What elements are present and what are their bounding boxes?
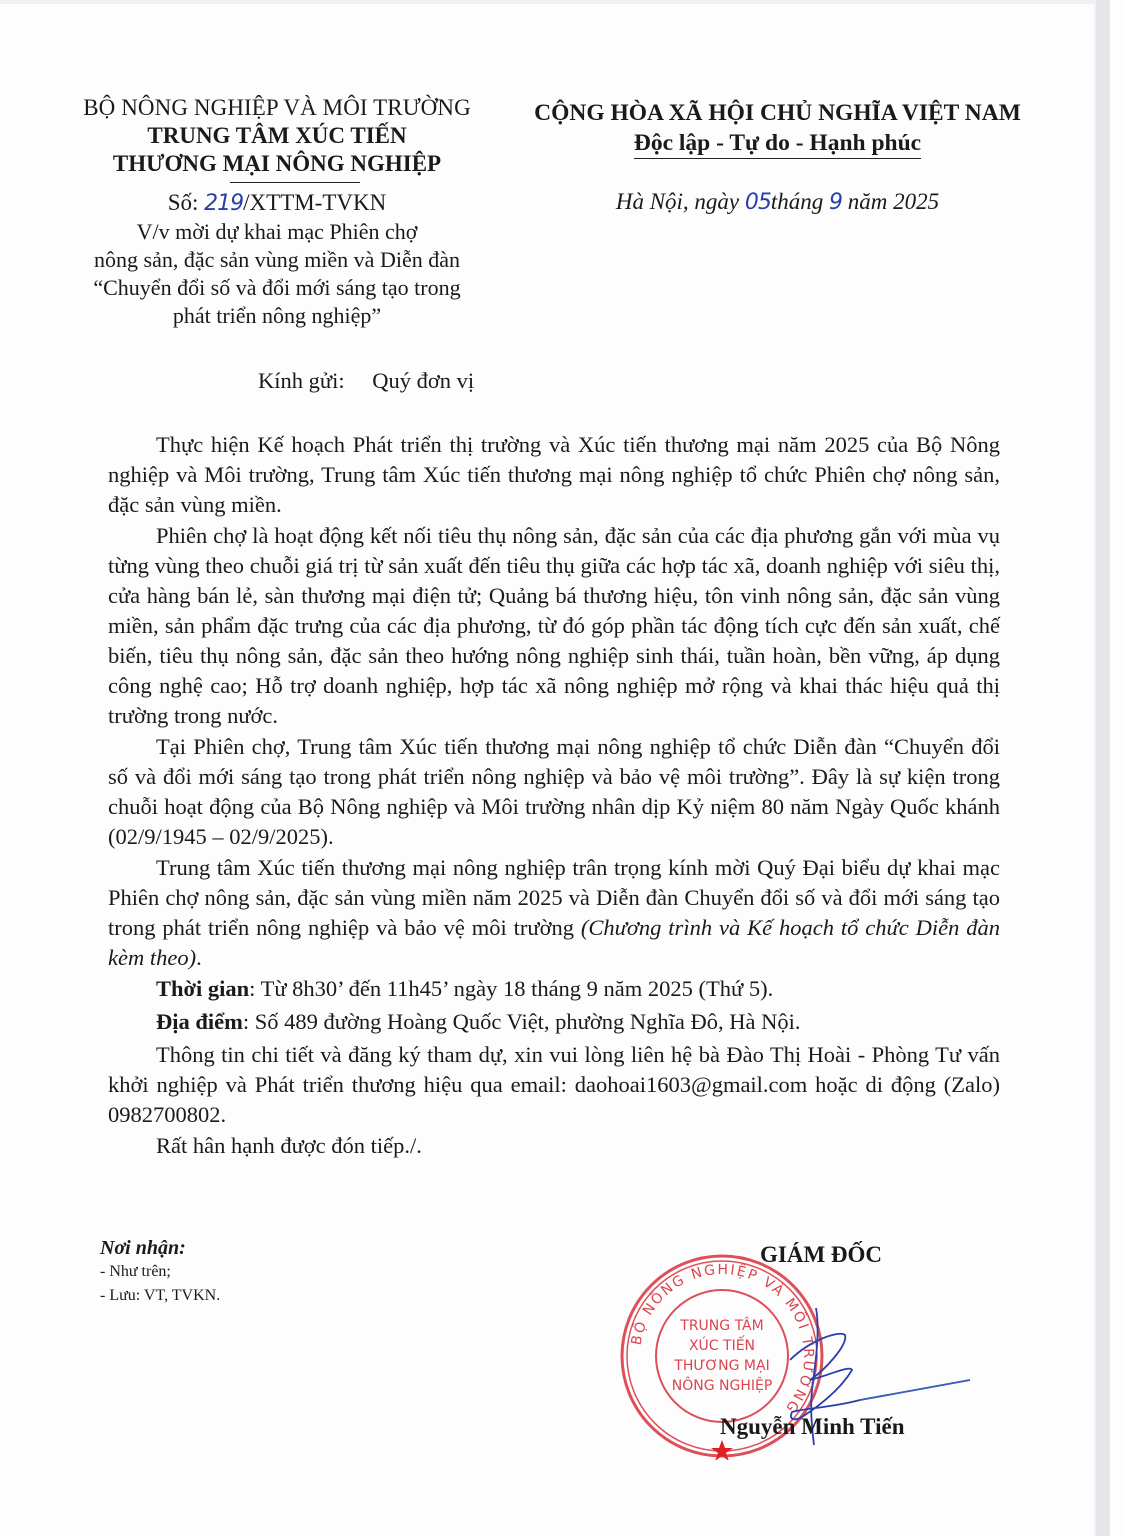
stamp-inner-line: TRUNG TÂM [680, 1318, 764, 1334]
national-header [505, 98, 1050, 215]
date-month-label: tháng [770, 189, 830, 214]
paragraph: Tại Phiên chợ, Trung tâm Xúc tiến thương mại nông nghiệp tổ chức Diễn đàn “Chuyển đổi số và đổi mới sáng tạo trong phát triển nông nghiệp và bảo vệ môi trường”. Đây là sự kiện trong chuỗi hoạt động của Bộ Nông nghiệp và Môi trường nhân dịp Kỷ niệm 80 năm Ngày Quốc khánh (02/9/1945 – 02/9/2025). [108, 734, 1000, 849]
ministry-name: BỘ NÔNG NGHIỆP VÀ MÔI TRƯỜNG [83, 95, 471, 120]
subject-line: phát triển nông nghiệp” [172, 303, 382, 328]
paragraph: Thực hiện Kế hoạch Phát triển thị trường và Xúc tiến thương mại năm 2025 của Bộ Nông nghiệp và Môi trường, Trung tâm Xúc tiến thương mại nông nghiệp tổ chức Phiên chợ nông sản, đặc sản vùng miền. [108, 432, 1000, 517]
addressee [258, 368, 474, 394]
paragraph-invitation [108, 853, 1000, 973]
closing: Rất hân hạnh được đón tiếp./. [156, 1133, 422, 1158]
letter-body [108, 430, 1000, 1162]
distribution-list [100, 1236, 220, 1308]
center-name-line1: TRUNG TÂM XÚC TIẾN [147, 123, 407, 148]
header-underline [230, 182, 360, 183]
subject-line: “Chuyển đổi số và đổi mới sáng tạo trong [93, 275, 461, 300]
document-number [62, 189, 492, 218]
scrollbar[interactable] [1094, 0, 1110, 1536]
distribution-title: Nơi nhận: [100, 1237, 186, 1259]
date-month-handwritten: 9 [829, 190, 843, 215]
addressee-label: Kính gửi: [258, 368, 345, 393]
national-title: CỘNG HÒA XÃ HỘI CHỦ NGHĨA VIỆT NAM [534, 100, 1021, 126]
date-year: năm 2025 [842, 189, 940, 214]
national-motto: Độc lập - Tự do - Hạnh phúc [634, 128, 921, 159]
signature-block [620, 1240, 1000, 1460]
subject-line: nông sản, đặc sản vùng miền và Diễn đàn [94, 247, 460, 272]
document-number-prefix: Số: [167, 190, 205, 215]
event-place [108, 1007, 1000, 1037]
paragraph: Phiên chợ là hoạt động kết nối tiêu thụ nông sản, đặc sản của các địa phương gắn với mùa vụ từng vùng theo chuỗi giá trị từ sản xuất đến tiêu thụ giữa các hợp tác xã, doanh nghiệp với siêu thị, cửa hàng bán lẻ, sàn thương mại điện tử; Quảng bá thương hiệu, tôn vinh nông sản, đặc sản vùng miền, sản phẩm đặc trưng của các địa phương, từ đó góp phần tác động tích cực đến sản xuất, chế biến, tiêu thụ nông sản, đặc sản theo hướng nông nghiệp sinh thái, tuần hoàn, bền vững, áp dụng công nghệ cao; Hỗ trợ doanh nghiệp, hợp tác xã nông nghiệp mở rộng và khai thác hiệu quả thị trường trong nước. [108, 523, 1000, 728]
issue-date [505, 189, 1050, 215]
event-place-label: Địa điểm [156, 1009, 243, 1034]
signer-name: Nguyễn Minh Tiến [720, 1414, 905, 1439]
document-number-handwritten: 219 [204, 191, 244, 216]
subject-line: V/v mời dự khai mạc Phiên chợ [136, 219, 418, 244]
contact-email[interactable]: daohoai1603@gmail.com [574, 1072, 808, 1097]
invitation-end: . [196, 945, 202, 970]
date-day-handwritten: 05 [744, 190, 771, 215]
event-time-value: : Từ 8h30’ đến 11h45’ ngày 18 tháng 9 năm 2025 (Thứ 5). [249, 976, 774, 1001]
distribution-item: - Như trên; [100, 1263, 171, 1280]
distribution-item: - Lưu: VT, TVKN. [100, 1287, 221, 1304]
page-top-edge [0, 0, 1096, 4]
date-prefix: Hà Nội, ngày [615, 189, 745, 214]
document-subject [62, 218, 492, 330]
contact-phone: hoặc di động (Zalo) 0982700802. [108, 1072, 1000, 1127]
contact-info [108, 1040, 1000, 1130]
event-time [108, 974, 1000, 1004]
stamp-inner-line: XÚC TIẾN [688, 1338, 756, 1354]
contact-text: Thông tin chi tiết và đăng ký tham dự, xin vui lòng liên hệ bà Đào Thị Hoài - Phòng Tư vấn khởi nghiệp và Phát triển thương hiệu qua email: [108, 1042, 1000, 1097]
stamp-outer-text: BỘ NÔNG NGHIỆP VÀ MÔI TRƯỜNG [628, 1261, 817, 1417]
issuer-header [62, 94, 492, 330]
stamp-inner-line: THƯƠNG MẠI [674, 1358, 770, 1374]
invitation-text: Trung tâm Xúc tiến thương mại nông nghiệp trân trọng kính mời Quý Đại biểu dự khai mạc Phiên chợ nông sản, đặc sản vùng miền năm 2025 và Diễn đàn Chuyển đổi số và đổi mới sáng tạo trong phát triển nông nghiệp và bảo vệ môi trường [108, 855, 1000, 940]
event-place-value: : Số 489 đường Hoàng Quốc Việt, phường Nghĩa Đô, Hà Nội. [242, 1009, 801, 1034]
document-number-suffix: /XTTM-TVKN [243, 190, 387, 215]
stamp-inner-line: NÔNG NGHIỆP [671, 1378, 773, 1394]
signer-title: GIÁM ĐỐC [760, 1242, 883, 1267]
center-name-line2: THƯƠNG MẠI NÔNG NGHIỆP [112, 151, 442, 176]
invitation-attachment-note: (Chương trình và Kế hoạch tổ chức Diễn đàn kèm theo) [108, 915, 1000, 970]
addressee-value: Quý đơn vị [372, 368, 475, 393]
event-time-label: Thời gian [156, 976, 250, 1001]
